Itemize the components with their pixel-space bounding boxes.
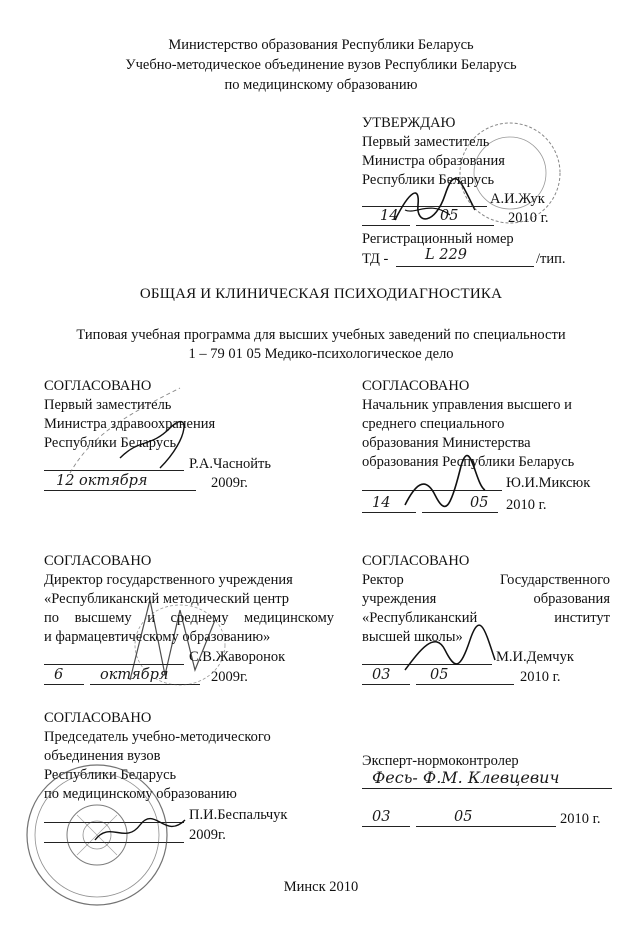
- agreement-title: СОГЛАСОВАНО: [362, 378, 470, 394]
- agreement-line: образования Республики Беларусь: [362, 454, 575, 470]
- agreement-line: Первый заместитель: [44, 397, 172, 413]
- handwritten-date: 12 октября: [56, 473, 148, 489]
- signature-line: [362, 788, 612, 789]
- seal-icon: [120, 590, 230, 690]
- approval-date-month: 05: [440, 208, 459, 224]
- registration-suffix: /тип.: [536, 251, 566, 267]
- registration-line: [396, 266, 534, 267]
- agreement-line: Республики Беларусь: [44, 767, 177, 783]
- approval-signer-name: А.И.Жук: [490, 191, 545, 207]
- agreement-title: СОГЛАСОВАНО: [44, 378, 152, 394]
- ministry-header: Министерство образования Республики Беларусь: [168, 37, 474, 53]
- approval-date-day: 14: [380, 208, 399, 224]
- agreement-line: высшей школы»: [362, 629, 463, 645]
- approval-date-year: 2010 г.: [508, 210, 549, 226]
- document-subtitle: Типовая учебная программа для высших учебных заведений по специальности: [76, 327, 566, 343]
- seal-icon: [60, 378, 200, 488]
- signer-name: Р.А.Часнойть: [189, 456, 271, 472]
- date-year: 2009г.: [189, 827, 226, 843]
- agreement-line: по высшему и среднему медицинскому: [44, 610, 334, 626]
- signature-icon: [400, 620, 500, 680]
- approval-position-1: Первый заместитель: [362, 134, 490, 150]
- signer-name: С.В.Жаворонок: [189, 649, 286, 665]
- expert-title: Эксперт-нормоконтролер: [362, 753, 519, 769]
- agreement-line: Ректор Государственного: [362, 572, 610, 588]
- date-day: 03: [372, 667, 391, 683]
- agreement-line: по медицинскому образованию: [44, 786, 237, 802]
- approval-seal-icon: [455, 118, 565, 228]
- city-year: Минск 2010: [283, 879, 359, 895]
- agreement-line: Республики Беларусь: [44, 435, 177, 451]
- approval-position-3: Республики Беларусь: [362, 172, 495, 188]
- date-year: 2009г.: [211, 669, 248, 685]
- date-line: [44, 684, 84, 685]
- registration-label: Регистрационный номер: [362, 231, 514, 247]
- agreement-line: объединения вузов: [44, 748, 161, 764]
- agreement-line: Министра здравоохранения: [44, 416, 216, 432]
- date-day: 03: [372, 809, 391, 825]
- registration-number: L 229: [425, 247, 467, 263]
- date-year: 2010 г.: [560, 811, 601, 827]
- date-year: 2009г.: [211, 475, 248, 491]
- registration-prefix: ТД -: [362, 251, 389, 267]
- date-year: 2010 г.: [520, 669, 561, 685]
- agreement-title: СОГЛАСОВАНО: [362, 553, 470, 569]
- agreement-title: СОГЛАСОВАНО: [44, 553, 152, 569]
- signer-name: М.И.Демчук: [496, 649, 574, 665]
- agreement-line: Начальник управления высшего и: [362, 397, 572, 413]
- agreement-line: «Республиканский методический центр: [44, 591, 289, 607]
- date-month: 05: [430, 667, 449, 683]
- date-day: 14: [372, 495, 391, 511]
- agreement-line: Директор государственного учреждения: [44, 572, 293, 588]
- date-month: 05: [454, 809, 473, 825]
- document-title: ОБЩАЯ И КЛИНИЧЕСКАЯ ПСИХОДИАГНОСТИКА: [139, 286, 503, 302]
- date-year: 2010 г.: [506, 497, 547, 513]
- signer-name: П.И.Беспальчук: [189, 807, 288, 823]
- signature-icon: [400, 465, 490, 515]
- agreement-line: и фармацевтическому образованию»: [44, 629, 271, 645]
- specialty-code: 1 – 79 01 05 Медико-психологическое дело: [188, 346, 454, 362]
- date-day: 6: [54, 667, 64, 683]
- date-month: октября: [100, 667, 169, 683]
- agreement-line: среднего специального: [362, 416, 505, 432]
- agreement-line: Председатель учебно-методического: [44, 729, 271, 745]
- signature-icon: [90, 810, 190, 850]
- umo-header: Учебно-методическое объединение вузов Республики Беларусь: [125, 57, 517, 73]
- month-line: [416, 826, 556, 827]
- agreement-title: СОГЛАСОВАНО: [44, 710, 152, 726]
- agreement-line: «Республиканский институт: [362, 610, 610, 626]
- approval-position-2: Министра образования: [362, 153, 505, 169]
- date-month: 05: [470, 495, 489, 511]
- handwritten-signature: Фесь- Ф.М. Клевцевич: [372, 768, 560, 787]
- agreement-line: образования Министерства: [362, 435, 531, 451]
- agreement-line: учреждения образования: [362, 591, 610, 607]
- signer-name: Ю.И.Миксюк: [506, 475, 591, 491]
- approval-title: УТВЕРЖДАЮ: [362, 115, 456, 131]
- umo-header-cont: по медицинскому образованию: [224, 77, 418, 93]
